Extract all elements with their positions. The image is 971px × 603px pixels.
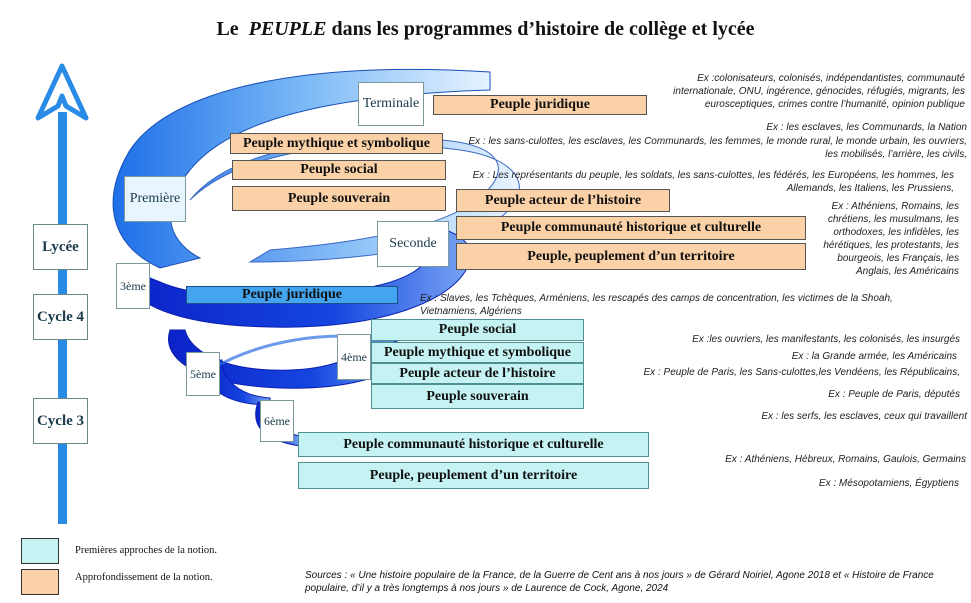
cycle-3: Cycle 3 (33, 398, 88, 444)
examples-quatrieme-social: Ex :les ouvriers, les manifestants, les colonisés, les insurgés (692, 334, 960, 345)
level-quatrieme: 4ème (337, 334, 371, 380)
legend-swatch-first-approach (21, 538, 59, 564)
cycle-4: Cycle 4 (33, 294, 88, 340)
box-premiere-peuple-social: Peuple social (232, 160, 446, 180)
progress-arrow-head (38, 66, 86, 118)
box-cinquieme-peuple-souverain: Peuple souverain (371, 384, 584, 409)
level-troisieme: 3ème (116, 263, 150, 309)
examples-terminale: Ex :colonisateurs, colonisés, indépendantistes, communauté internationale, ONU, ingérence, génocides, réfugiés, migrants, les eurosceptiques, crimes contre l’humanité, opinion publique (673, 73, 965, 110)
cycle-lycee: Lycée (33, 224, 88, 270)
legend-swatch-deepening (21, 569, 59, 595)
examples-sixieme: Ex : les serfs, les esclaves, ceux qui travaillent (761, 411, 967, 422)
examples-seconde: Ex : Athéniens, Romains, les chrétiens, les musulmans, les orthodoxes, les infidèles, les hérétiques, les protestants, les bourgeois, les Français, les Anglais, les Américains (823, 201, 959, 277)
level-seconde: Seconde (377, 221, 449, 267)
examples-premiere-mythique: Ex : les sans-culottes, les esclaves, les Communards, les femmes, le monde rural, le monde urbain, les ouvriers, les mobilisés, l’arrière, les civils, (468, 136, 967, 160)
box-quatrieme-peuple-social: Peuple social (371, 319, 584, 341)
legend-label-deepening: Approfondissement de la notion. (75, 572, 213, 583)
sources-citation: Sources : « Une histoire populaire de la France, de la Guerre de Cent ans à nos jours » de Gérard Noiriel, Agone 2018 et « Histoire de France populaire, d’il y a très longtemps à nos jours » de Laurence de Cock, Agone, 2024 (305, 570, 934, 594)
box-quatrieme-peuple-mythique: Peuple mythique et symbolique (371, 342, 584, 363)
examples-sixieme-communaute: Ex : Athéniens, Hébreux, Romains, Gaulois, Germains (725, 454, 966, 465)
examples-cinquieme-acteur: Ex : Peuple de Paris, les Sans-culottes,les Vendéens, les Républicains, (643, 367, 960, 378)
box-sixieme-peuple-peuplement: Peuple, peuplement d’un territoire (298, 462, 649, 489)
box-seconde-peuple-communaute: Peuple communauté historique et culturelle (456, 216, 806, 240)
level-sixieme: 6ème (260, 400, 294, 442)
box-troisieme-peuple-juridique: Peuple juridique (186, 286, 398, 304)
examples-cinquieme-souverain: Ex : Peuple de Paris, députés (828, 389, 960, 400)
level-premiere: Première (124, 176, 186, 222)
level-cinquieme: 5ème (186, 352, 220, 396)
level-terminale: Terminale (358, 82, 424, 126)
legend-label-first-approach: Premières approches de la notion. (75, 545, 217, 556)
page-title: Le PEUPLE dans les programmes d’histoire de collège et lycée (216, 18, 755, 40)
box-premiere-peuple-mythique: Peuple mythique et symbolique (230, 133, 443, 154)
examples-quatrieme-mythique: Ex : la Grande armée, les Américains (791, 351, 957, 362)
box-terminale-peuple-juridique: Peuple juridique (433, 95, 647, 115)
examples-premiere-nation: Ex : les esclaves, les Communards, la Nation (766, 122, 967, 133)
box-premiere-peuple-souverain: Peuple souverain (232, 186, 446, 211)
examples-premiere-social: Ex : Les représentants du peuple, les soldats, les sans-culottes, les fédérés, les Européens, les hommes, les Allemands, les Italiens, les Prussiens, (472, 170, 954, 194)
box-sixieme-peuple-communaute: Peuple communauté historique et culturelle (298, 432, 649, 457)
examples-troisieme: Ex : Slaves, les Tchèques, Arméniens, les rescapés des camps de concentration, les victimes de la Shoah, Vietnamiens, Algériens (420, 293, 893, 317)
box-seconde-peuple-acteur: Peuple acteur de l’histoire (456, 189, 670, 212)
box-cinquieme-peuple-acteur: Peuple acteur de l’histoire (371, 363, 584, 384)
box-seconde-peuple-peuplement: Peuple, peuplement d’un territoire (456, 243, 806, 270)
examples-sixieme-peuplement: Ex : Mésopotamiens, Égyptiens (818, 478, 959, 489)
